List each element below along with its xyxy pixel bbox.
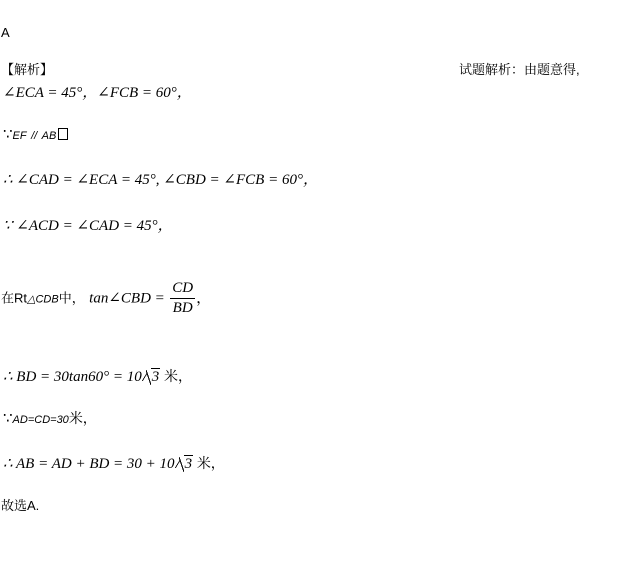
- because-symbol: ∵: [3, 126, 13, 143]
- equal-sides: [3, 411, 97, 427]
- triangle-cdb: △CDB: [27, 293, 59, 306]
- unit-meters: 米，: [68, 410, 97, 426]
- sides-expression: AD=CD=30: [12, 414, 69, 426]
- tan-expression: tan∠CBD =: [89, 290, 165, 307]
- choice-prefix: 故选: [1, 498, 28, 513]
- choice-letter: A.: [27, 498, 40, 513]
- angle-eca: ∠ECA = 45°: [3, 85, 83, 101]
- square-root: [142, 370, 161, 385]
- angle-fcb: ∠FCB = 60°: [97, 85, 177, 101]
- unit-meters: 米，: [163, 368, 192, 384]
- parallel-statement: [3, 127, 68, 143]
- separator: ，: [82, 85, 98, 101]
- fraction-denominator: BD: [170, 298, 195, 316]
- triangle-suffix: 中，: [58, 290, 85, 306]
- bd-expression: ∴ BD = 30tan60° = 10: [3, 369, 142, 385]
- punctuation: ，: [196, 290, 212, 307]
- unit-meters: 米，: [196, 455, 225, 471]
- answer-letter: A: [1, 25, 10, 40]
- bd-computation: [3, 369, 192, 385]
- analysis-intro: 试题解析：由题意得,: [459, 62, 580, 77]
- fraction-numerator: CD: [172, 280, 194, 296]
- radicand: 3: [184, 456, 193, 472]
- isosceles-angles: ∵ ∠ACD = ∠CAD = 45°，: [3, 218, 173, 234]
- segment-ef: EF: [12, 130, 27, 142]
- punctuation: ，: [176, 85, 192, 101]
- given-angles: [3, 86, 192, 101]
- section-label: 【解析】: [1, 62, 54, 77]
- final-choice: [1, 499, 39, 512]
- square-root: [175, 457, 194, 472]
- ab-expression: ∴ AB = AD + BD = 30 + 10: [3, 456, 175, 472]
- segment-ab: AB: [41, 130, 57, 142]
- triangle-intro: 在Rt: [1, 290, 28, 306]
- tangent-relation: [1, 281, 211, 316]
- missing-glyph-box: [58, 128, 68, 140]
- parallel-symbol: //: [31, 130, 38, 142]
- because-symbol: ∵: [3, 410, 13, 427]
- radicand: 3: [151, 369, 160, 385]
- angle-equalities: ∴ ∠CAD = ∠ECA = 45°, ∠CBD = ∠FCB = 60°，: [3, 172, 318, 188]
- ab-computation: [3, 456, 225, 472]
- fraction-cd-bd: [170, 281, 195, 316]
